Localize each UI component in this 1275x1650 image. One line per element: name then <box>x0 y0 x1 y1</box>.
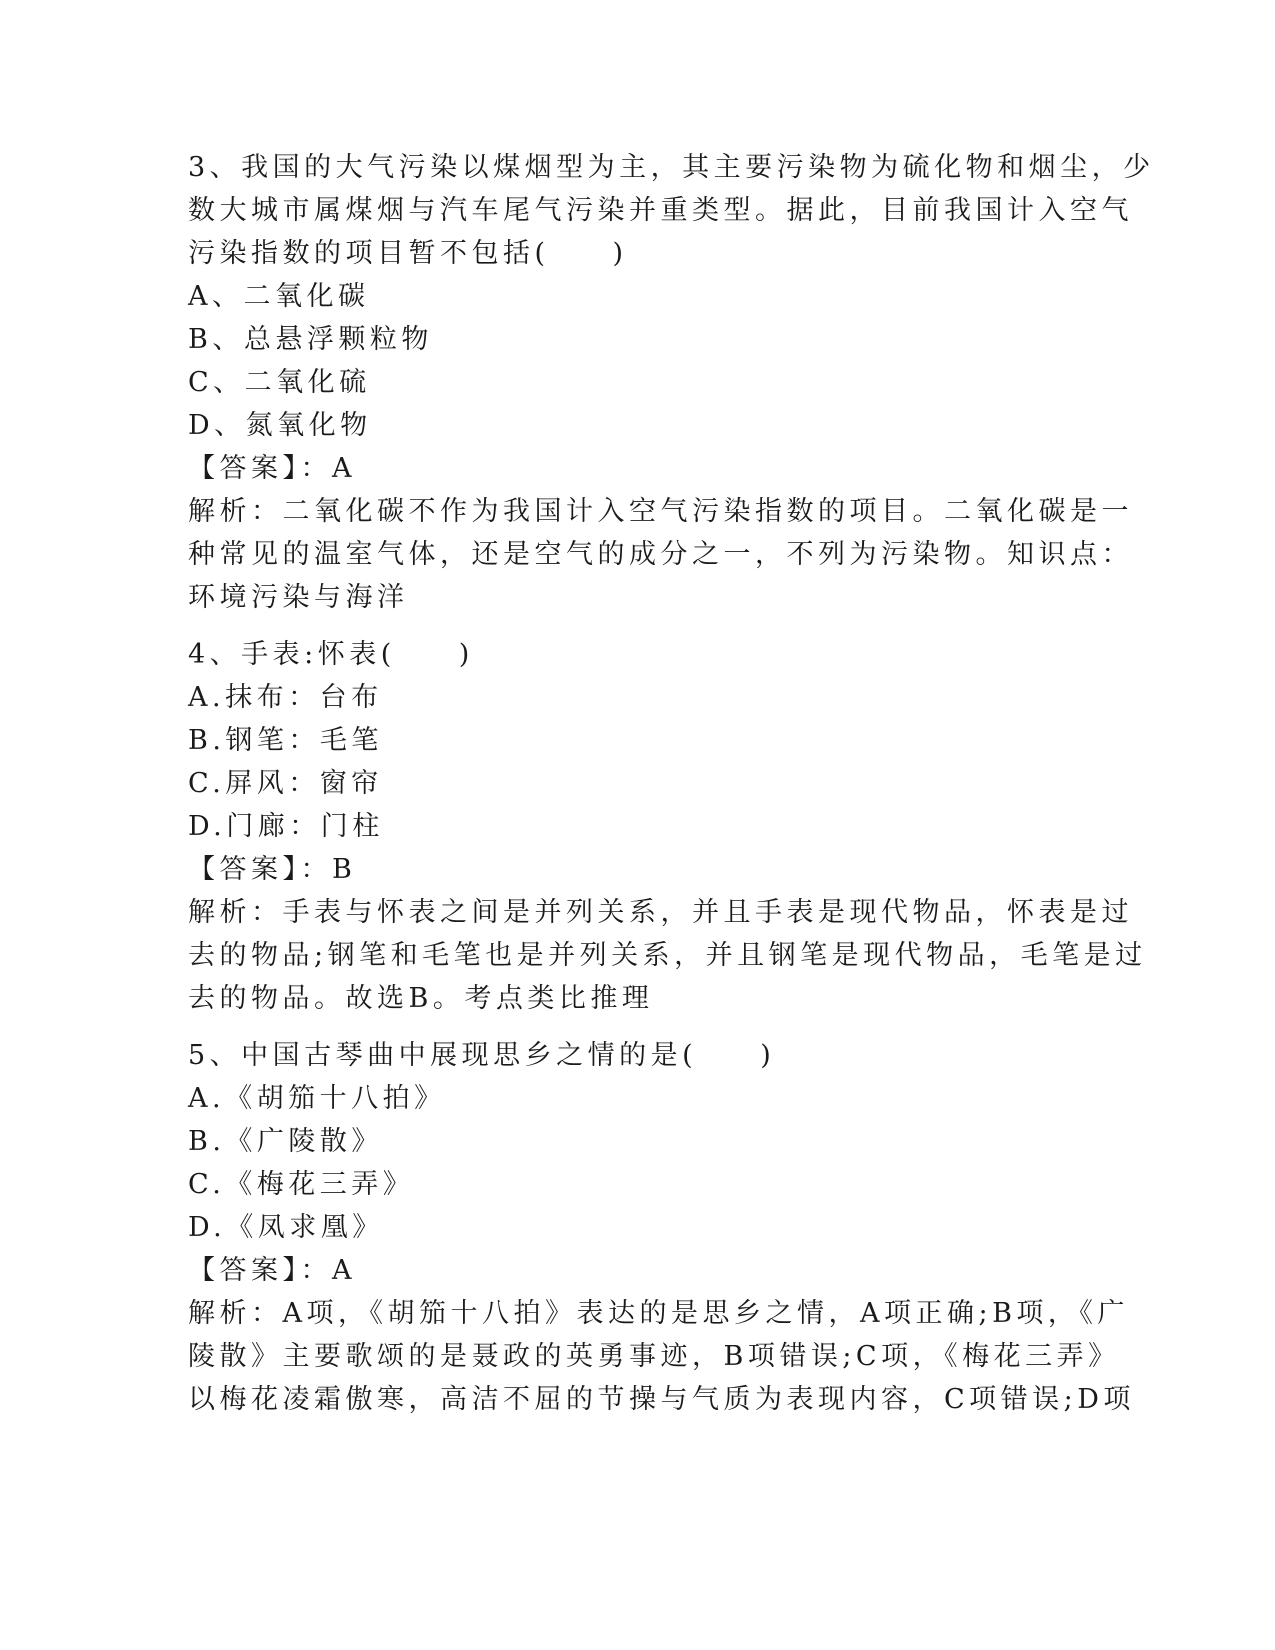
question-stem-line: 5、中国古琴曲中展现思乡之情的是( ) <box>188 1040 776 1071</box>
question-4 <box>188 633 1147 1020</box>
question-stem-line: 数大城市属煤烟与汽车尾气污染并重类型。据此，目前我国计入空气 <box>188 195 1133 226</box>
analysis-line: 解析：手表与怀表之间是并列关系，并且手表是现代物品，怀表是过 <box>188 897 1133 928</box>
option-c: C、二氧化硫 <box>188 367 371 398</box>
question-list <box>188 146 1155 1435</box>
question-stem-line: 4、手表:怀表( ) <box>188 639 474 670</box>
option-c: C.屏风：窗帘 <box>188 768 383 799</box>
answer-line: 【答案】：B <box>188 854 357 885</box>
question-stem-line: 3、我国的大气污染以煤烟型为主，其主要污染物为硫化物和烟尘，少 <box>188 152 1155 183</box>
question-5 <box>188 1034 1135 1421</box>
analysis-line: 以梅花凌霜傲寒，高洁不屈的节操与气质为表现内容，C项错误;D项 <box>188 1384 1135 1415</box>
option-b: B.钢笔：毛笔 <box>188 725 383 756</box>
option-c: C.《梅花三弄》 <box>188 1169 415 1200</box>
analysis-line: 解析：A项，《胡笳十八拍》表达的是思乡之情，A项正确;B项，《广 <box>188 1298 1129 1329</box>
option-a: A.抹布：台布 <box>188 682 383 713</box>
option-d: D.《凤求凰》 <box>188 1212 384 1243</box>
option-d: D、氮氧化物 <box>188 410 372 441</box>
option-b: B、总悬浮颗粒物 <box>188 324 433 355</box>
analysis-line: 种常见的温室气体，还是空气的成分之一，不列为污染物。知识点： <box>188 539 1133 570</box>
answer-line: 【答案】：A <box>188 453 356 484</box>
question-stem-line: 污染指数的项目暂不包括( ) <box>188 238 628 269</box>
analysis-line: 去的物品。故选B。考点类比推理 <box>188 983 654 1014</box>
question-3 <box>188 146 1155 619</box>
option-b: B.《广陵散》 <box>188 1126 383 1157</box>
option-a: A、二氧化碳 <box>188 281 370 312</box>
analysis-line: 去的物品;钢笔和毛笔也是并列关系，并且钢笔是现代物品，毛笔是过 <box>188 940 1147 971</box>
answer-line: 【答案】：A <box>188 1255 356 1286</box>
option-d: D.门廊：门柱 <box>188 811 384 842</box>
analysis-line: 解析：二氧化碳不作为我国计入空气污染指数的项目。二氧化碳是一 <box>188 496 1133 527</box>
analysis-line: 陵散》主要歌颂的是聂政的英勇事迹，B项错误;C项，《梅花三弄》 <box>188 1341 1120 1372</box>
analysis-line: 环境污染与海洋 <box>188 582 409 613</box>
option-a: A.《胡笳十八拍》 <box>188 1083 446 1114</box>
